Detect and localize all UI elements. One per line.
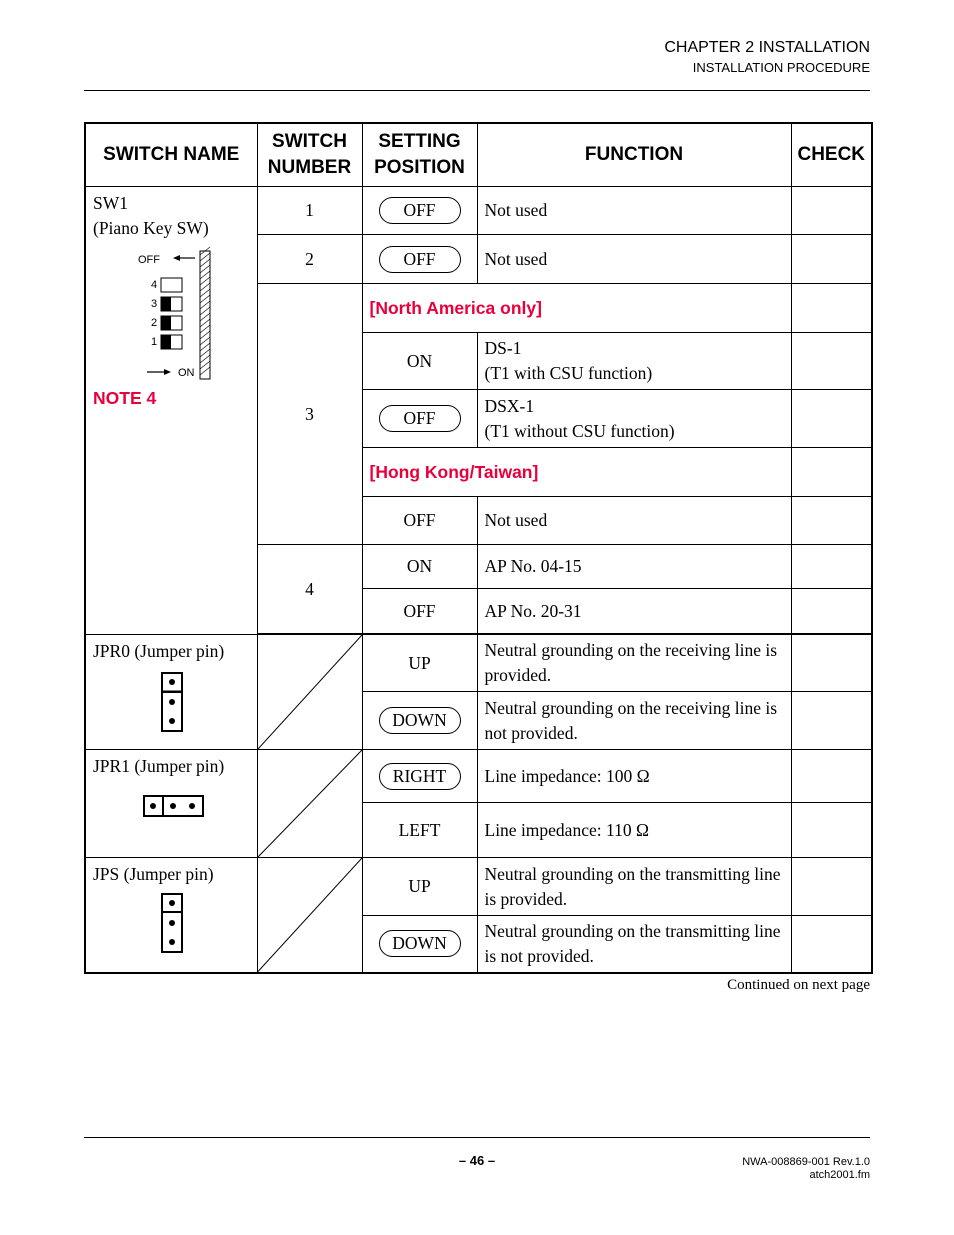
table-header-row (85, 123, 872, 187)
footer-rule (84, 1137, 870, 1138)
jps-name-cell (85, 858, 257, 973)
col-setting-position: SETTING POSITION (362, 123, 477, 187)
check-cell[interactable] (791, 803, 872, 858)
function-text: Neutral grounding on the transmitting line is not provided. (477, 916, 791, 973)
setting-position (362, 916, 477, 973)
jpr1-name-cell (85, 750, 257, 858)
sw1-name: SW1 (93, 193, 128, 213)
switch-number: 4 (257, 545, 362, 634)
col-switch-number: SWITCH NUMBER (257, 123, 362, 187)
switch-settings-table (84, 122, 873, 974)
function-text: Not used (477, 187, 791, 235)
setting-position (362, 235, 477, 284)
sw1-subname: (Piano Key SW) (93, 218, 209, 238)
switch-number: 2 (257, 235, 362, 284)
not-applicable-cell (257, 750, 362, 858)
diagonal-slash (258, 635, 362, 749)
jps-name: JPS (Jumper pin) (93, 864, 214, 884)
continued-note: Continued on next page (727, 977, 870, 993)
check-cell[interactable] (791, 589, 872, 634)
check-cell[interactable] (791, 448, 872, 497)
function-text: Neutral grounding on the transmitting line is provided. (477, 858, 791, 916)
setting-pill-down: DOWN (379, 707, 461, 734)
table-row (85, 858, 872, 916)
function-line: DS-1 (484, 338, 522, 358)
setting-pill-off: OFF (379, 246, 461, 273)
setting-position (362, 750, 477, 803)
setting-pill-off: OFF (379, 197, 461, 224)
page-number: – 46 – (458, 1153, 496, 1168)
check-cell[interactable] (791, 635, 872, 692)
function-line: (T1 without CSU function) (484, 420, 675, 441)
file-name: atch2001.fm (809, 1169, 870, 1181)
setting-position: OFF (362, 497, 477, 545)
table-row (85, 635, 872, 692)
function-text: Neutral grounding on the receiving line is provided. (477, 635, 791, 692)
function-text: Not used (477, 235, 791, 284)
key-4 (161, 278, 182, 292)
fig-on-label: ON (178, 367, 195, 379)
setting-position (362, 390, 477, 448)
fig-num-1: 1 (151, 336, 158, 348)
setting-pill-off: OFF (379, 405, 461, 432)
section-title: INSTALLATION PROCEDURE (692, 60, 870, 75)
jpr0-name-cell (85, 635, 257, 750)
setting-position: UP (362, 858, 477, 916)
fig-num-2: 2 (151, 317, 158, 329)
check-cell[interactable] (791, 284, 872, 333)
fig-num-4: 4 (151, 279, 158, 291)
check-cell[interactable] (791, 858, 872, 916)
jpr1-name: JPR1 (Jumper pin) (93, 756, 225, 776)
setting-position (362, 692, 477, 750)
function-line: DSX-1 (484, 395, 535, 416)
doc-id: NWA-008869-001 Rev.1.0 (742, 1156, 870, 1168)
header-rule (84, 90, 870, 91)
setting-pill-right: RIGHT (379, 763, 461, 790)
col-function: FUNCTION (477, 123, 791, 187)
check-cell[interactable] (791, 750, 872, 803)
region-hong-kong-taiwan: [Hong Kong/Taiwan] (362, 448, 791, 497)
fig-num-3: 3 (151, 298, 158, 310)
check-cell[interactable] (791, 235, 872, 284)
horizontal-jumper-right-icon (141, 793, 207, 821)
not-applicable-cell (257, 635, 362, 750)
setting-position: ON (362, 333, 477, 390)
check-cell[interactable] (791, 497, 872, 545)
piano-key-switch-figure (123, 245, 253, 380)
note-4: NOTE 4 (93, 388, 157, 408)
fig-off-label: OFF (138, 254, 160, 266)
setting-pill-down: DOWN (379, 930, 461, 957)
vertical-jumper-down-icon (159, 891, 189, 955)
function-text: Neutral grounding on the receiving line is not provided. (477, 692, 791, 750)
check-cell[interactable] (791, 692, 872, 750)
table-row (85, 187, 872, 235)
function-text (477, 333, 791, 390)
check-cell[interactable] (791, 916, 872, 973)
document-number (742, 1156, 870, 1182)
setting-position: UP (362, 635, 477, 692)
function-text: Line impedance: 110 Ω (477, 803, 791, 858)
diagonal-slash (258, 750, 362, 857)
not-applicable-cell (257, 858, 362, 973)
col-switch-name: SWITCH NAME (85, 123, 257, 187)
setting-position: LEFT (362, 803, 477, 858)
sw1-name-cell (85, 187, 257, 635)
region-north-america: [North America only] (362, 284, 791, 333)
function-text (477, 390, 791, 448)
function-text: AP No. 04-15 (477, 545, 791, 589)
setting-position (362, 187, 477, 235)
switch-number: 1 (257, 187, 362, 235)
setting-position: OFF (362, 589, 477, 634)
function-text: Line impedance: 100 Ω (477, 750, 791, 803)
table-row (85, 750, 872, 803)
check-cell[interactable] (791, 390, 872, 448)
function-text: AP No. 20-31 (477, 589, 791, 634)
jpr0-name: JPR0 (Jumper pin) (93, 641, 225, 661)
check-cell[interactable] (791, 187, 872, 235)
diagonal-slash (258, 858, 362, 972)
chapter-title: CHAPTER 2 INSTALLATION (664, 39, 870, 56)
setting-position: ON (362, 545, 477, 589)
function-line: (T1 with CSU function) (484, 363, 653, 383)
check-cell[interactable] (791, 333, 872, 390)
function-text: Not used (477, 497, 791, 545)
switch-number: 3 (257, 284, 362, 545)
vertical-jumper-up-icon (159, 670, 189, 734)
col-check: CHECK (791, 123, 872, 187)
check-cell[interactable] (791, 545, 872, 589)
